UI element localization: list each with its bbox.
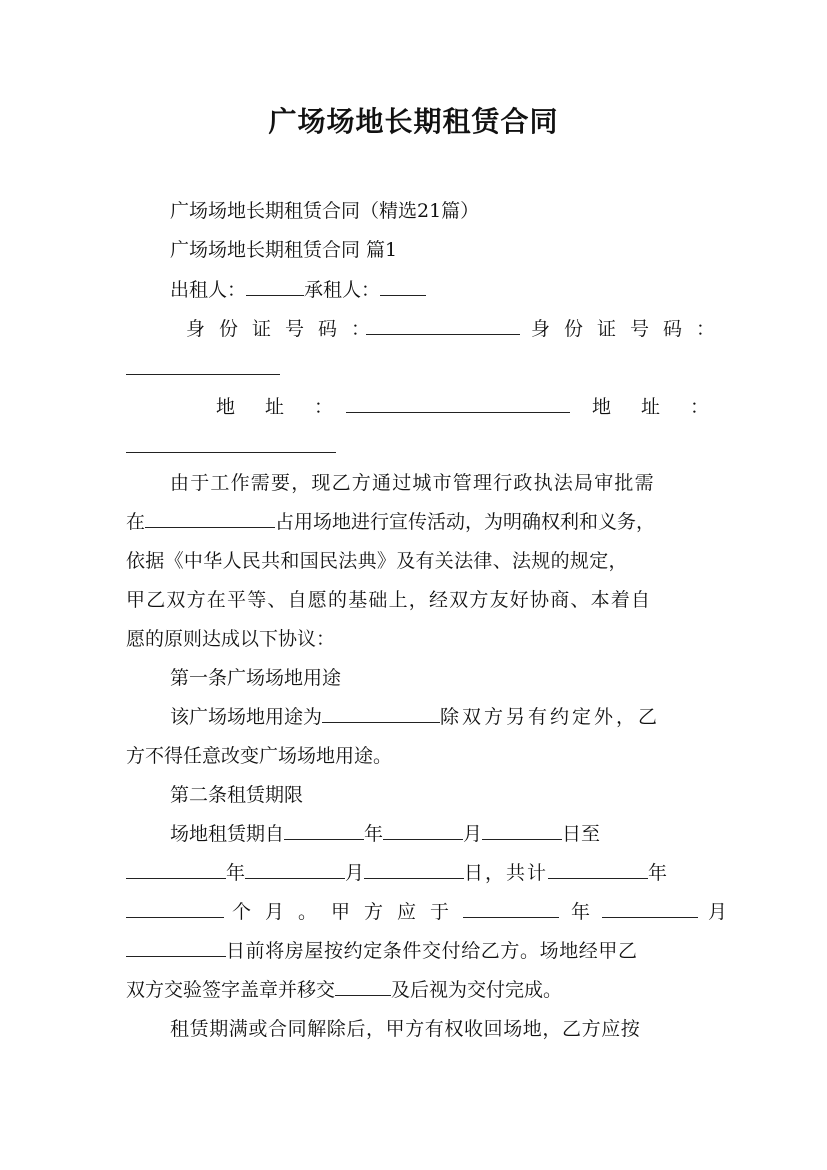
usage-label: 该广场场地用途为 (170, 706, 323, 728)
handover-confirm-text: 双方交验签字盖章并移交 (126, 979, 336, 1001)
start-year-unit: 年 (364, 823, 384, 845)
handover-complete-text: 及后视为交付完成。 (391, 979, 563, 1001)
start-month-unit: 月 (463, 823, 483, 845)
article-1-line-2: 方不得任意改变广场场地用途。 (126, 745, 393, 767)
article-2-line-2 (126, 858, 667, 888)
start-year-blank (284, 819, 364, 840)
total-months-blank (126, 897, 224, 918)
article-2-line-1 (170, 819, 600, 849)
total-years-blank (548, 858, 648, 879)
intro-line-5: 愿的原则达成以下协议： (126, 628, 336, 650)
handover-year-blank (463, 897, 559, 918)
handover-day-blank (126, 936, 226, 957)
handover-year-unit: 年 (571, 901, 591, 923)
lessor-id-line (366, 314, 520, 344)
lessee-blank (380, 275, 426, 296)
lessee-address-label: 地址： (592, 396, 740, 418)
end-year-unit: 年 (226, 862, 246, 884)
lessor-blank (246, 275, 304, 296)
months-text: 个月。甲方应于 (232, 901, 464, 923)
location-blank (145, 507, 275, 528)
intro-line-3: 依据《中华人民共和国民法典》及有关法律、法规的规定， (126, 550, 628, 572)
lessee-label: 承租人： (304, 279, 381, 301)
end-month-blank (245, 858, 345, 879)
usage-rest: 除双方另有约定外，乙 (440, 706, 661, 728)
lease-period-label: 场地租赁期自 (170, 823, 285, 845)
intro-line-2-end: 占用场地进行宣传活动，为明确权利和义务， (275, 511, 656, 533)
parties-line (170, 275, 426, 305)
lessor-address-label: 地址： (216, 396, 364, 418)
start-day-unit: 日至 (562, 823, 601, 845)
document-subtitle: 广场场地长期租赁合同（精选21篇） (170, 200, 480, 222)
lessor-id-label: 身份证号码： (186, 318, 385, 340)
handover-text: 日前将房屋按约定条件交付给乙方。场地经甲乙 (226, 940, 638, 962)
handover-month-blank (602, 897, 698, 918)
start-day-blank (482, 819, 562, 840)
article-2-line-6: 租赁期满或合同解除后，甲方有权收回场地，乙方应按 (170, 1018, 641, 1040)
section-heading: 广场场地长期租赁合同 篇1 (170, 239, 398, 261)
lessor-address-line (346, 392, 570, 422)
lessee-id-blank (126, 354, 280, 375)
intro-line-1: 由于工作需要，现乙方通过城市管理行政执法局审批需 (170, 472, 655, 494)
usage-blank (322, 702, 440, 723)
handover-month-unit: 月 (708, 901, 728, 923)
intro-line-2-start: 在 (126, 511, 146, 533)
article-2-heading: 第二条租赁期限 (170, 784, 304, 806)
article-2-line-5 (126, 975, 562, 1005)
intro-line-2 (126, 507, 655, 537)
lessor-address-blank (346, 392, 570, 413)
lessor-id-blank (366, 314, 520, 335)
article-2-line-4 (126, 936, 638, 966)
lessee-address-blank (126, 432, 336, 453)
article-1-line-1 (170, 702, 660, 732)
article-2-line-3 (126, 897, 727, 927)
intro-line-4: 甲乙双方在平等、自愿的基础上，经双方友好协商、本着自 (126, 589, 652, 611)
lessee-id-label: 身份证号码： (531, 318, 730, 340)
handover-item-blank (335, 975, 391, 996)
document-title: 广场场地长期租赁合同 (268, 105, 559, 138)
article-1-heading: 第一条广场场地用途 (170, 667, 342, 689)
lessee-id-line (126, 354, 280, 384)
end-year-blank (126, 858, 226, 879)
lessee-address-line (126, 432, 336, 462)
end-day-unit: 日，共计 (464, 862, 549, 884)
end-day-blank (364, 858, 464, 879)
end-month-unit: 月 (345, 862, 365, 884)
start-month-blank (383, 819, 463, 840)
lessor-label: 出租人： (170, 279, 247, 301)
total-years-unit: 年 (648, 862, 668, 884)
